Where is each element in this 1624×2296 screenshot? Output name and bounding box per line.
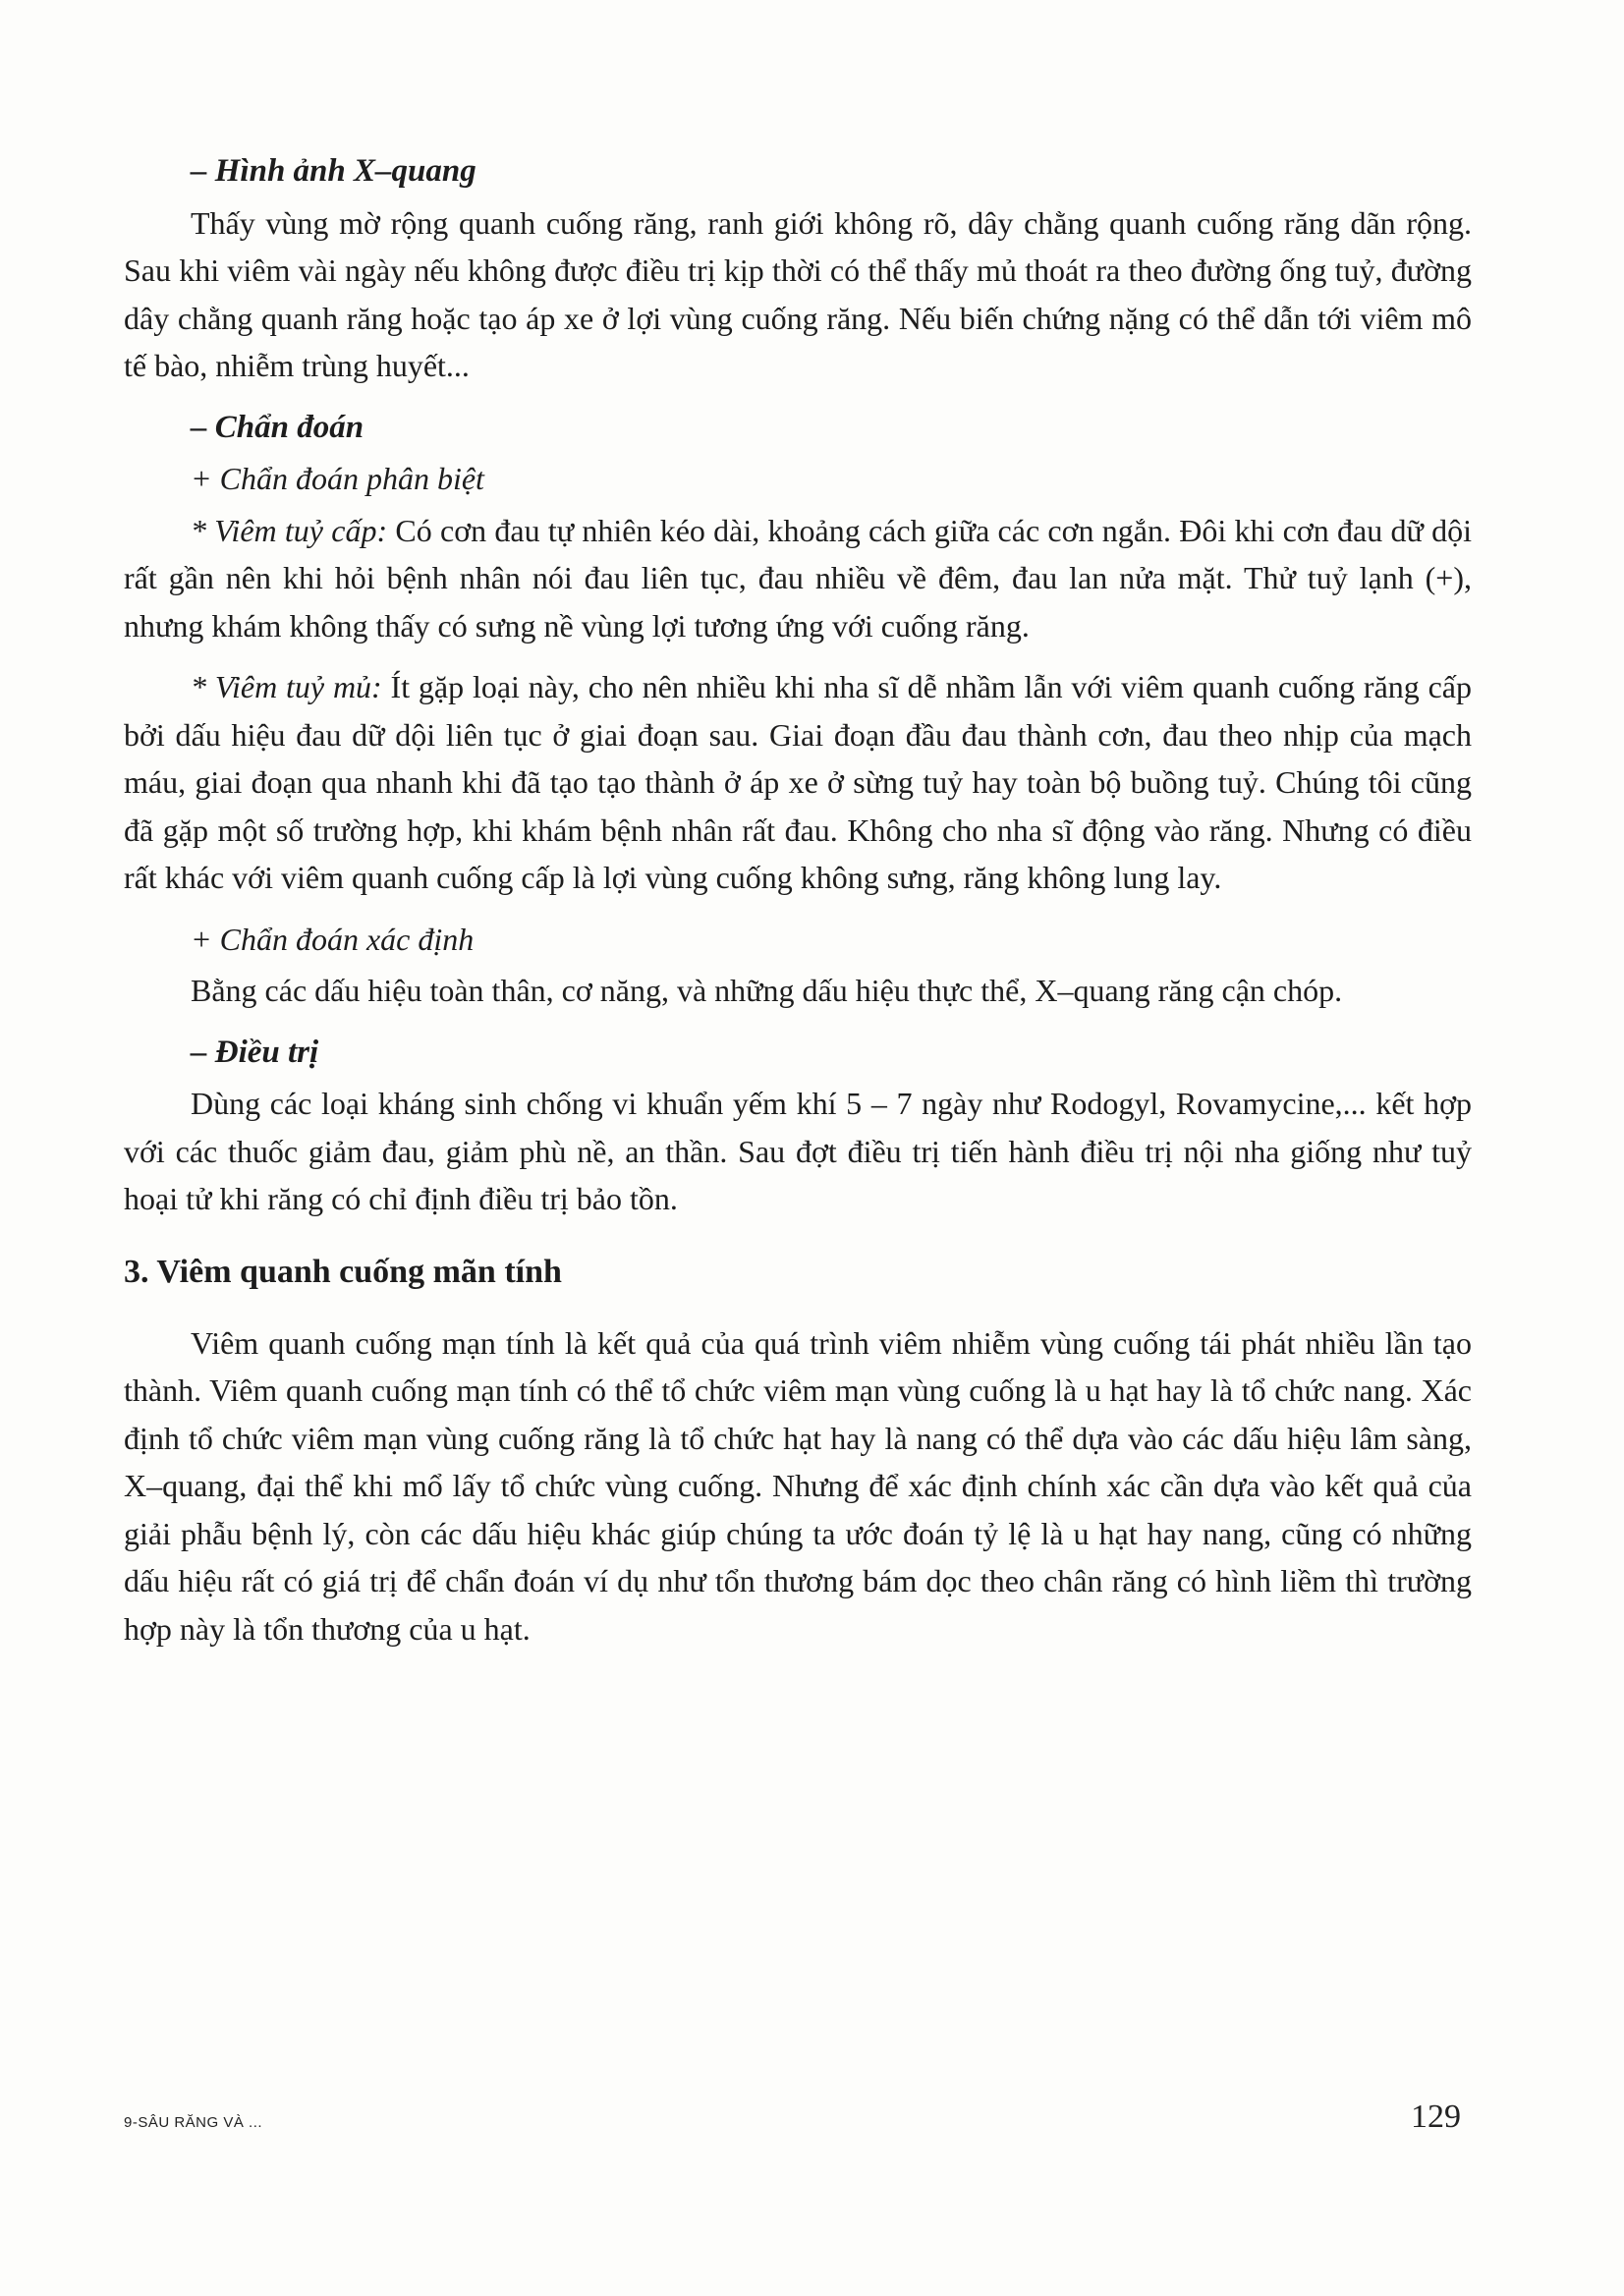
paragraph-acute-pulpitis — [124, 507, 1472, 650]
heading-diagnosis: – Chẩn đoán — [191, 409, 364, 445]
footer-chapter-label: 9-SÂU RĂNG VÀ ... — [124, 2114, 263, 2131]
text-acute-pulpitis: Có cơn đau tự nhiên kéo dài, khoảng cách giữa các cơn ngắn. Đôi khi cơn đau dữ dội rất gần nên khi hỏi bệnh nhân nói đau liên tục, đau nhiều về đêm, đau lan nửa mặt. Thử tuỷ lạnh (+), nhưng khám không thấy có sưng nề vùng lợi tương ứng với cuống răng. — [124, 512, 1473, 644]
heading-xray: – Hình ảnh X–quang — [191, 153, 476, 189]
term-acute-pulpitis: * Viêm tuỷ cấp: — [191, 512, 388, 548]
heading-treatment: – Điều trị — [191, 1034, 319, 1070]
paragraph-xray: Thấy vùng mờ rộng quanh cuống răng, ranh giới không rõ, dây chằng quanh cuống răng dãn rộng. Sau khi viêm vài ngày nếu không được điều trị kịp thời có thể thấy mủ thoát ra theo đường ống tuỷ, đường dây chằng quanh răng hoặc tạo áp xe ở lợi vùng cuống răng. Nếu biến chứng nặng có thể dẫn tới viêm mô tế bào, nhiễm trùng huyết... — [124, 204, 1472, 383]
text-purulent-pulpitis: Ít gặp loại này, cho nên nhiều khi nha sĩ dễ nhầm lẫn với viêm quanh cuống răng cấp bởi dấu hiệu đau dữ dội liên tục ở giai đoạn sau. Giai đoạn đầu đau thành cơn, đau theo nhịp của mạch máu, giai đoạn qua nhanh khi đã tạo tạo thành ở áp xe ở sừng tuỷ hay toàn bộ buồng tuỷ. Chúng tôi cũng đã gặp một số trường hợp, khi khám bệnh nhân rất đau. Không cho nha sĩ động vào răng. Nhưng có điều rất khác với viêm quanh cuống cấp là lợi vùng cuống không sưng, răng không lung lay. — [124, 669, 1473, 895]
section-title-chronic: 3. Viêm quanh cuống mãn tính — [124, 1253, 562, 1290]
subheading-differential: + Chẩn đoán phân biệt — [191, 461, 484, 496]
paragraph-definitive: Bằng các dấu hiệu toàn thân, cơ năng, và những dấu hiệu thực thể, X–quang răng cận chóp. — [191, 973, 1343, 1008]
paragraph-treatment: Dùng các loại kháng sinh chống vi khuẩn yếm khí 5 – 7 ngày như Rodogyl, Rovamycine,... kết hợp với các thuốc giảm đau, giảm phù nề, an thần. Sau đợt điều trị tiến hành điều trị nội nha giống như tuỷ hoại tử khi răng có chỉ định điều trị bảo tồn. — [124, 1086, 1472, 1216]
paragraph-chronic: Viêm quanh cuống mạn tính là kết quả của quá trình viêm nhiễm vùng cuống tái phát nhiều lần tạo thành. Viêm quanh cuống mạn tính có thể tổ chức viêm mạn vùng cuống là u hạt hay là tổ chức nang. Xác định tổ chức viêm mạn vùng cuống răng là tổ chức hạt hay là nang có thể dựa vào các dấu hiệu lâm sàng, X–quang, đại thể khi mổ lấy tổ chức vùng cuống. Nhưng để xác định chính xác cần dựa vào kết quả của giải phẫu bệnh lý, còn các dấu hiệu khác giúp chúng ta ước đoán tỷ lệ là u hạt hay nang, cũng có những dấu hiệu rất có giá trị để chẩn đoán ví dụ như tổn thương bám dọc theo chân răng có hình liềm thì trường hợp này là tổn thương của u hạt. — [124, 1324, 1472, 1647]
term-purulent-pulpitis: * Viêm tuỷ mủ: — [191, 669, 382, 704]
subheading-definitive: + Chẩn đoán xác định — [191, 921, 475, 957]
page-body — [124, 147, 1472, 1666]
paragraph-purulent-pulpitis — [124, 663, 1472, 902]
page-number: 129 — [1411, 2099, 1461, 2135]
